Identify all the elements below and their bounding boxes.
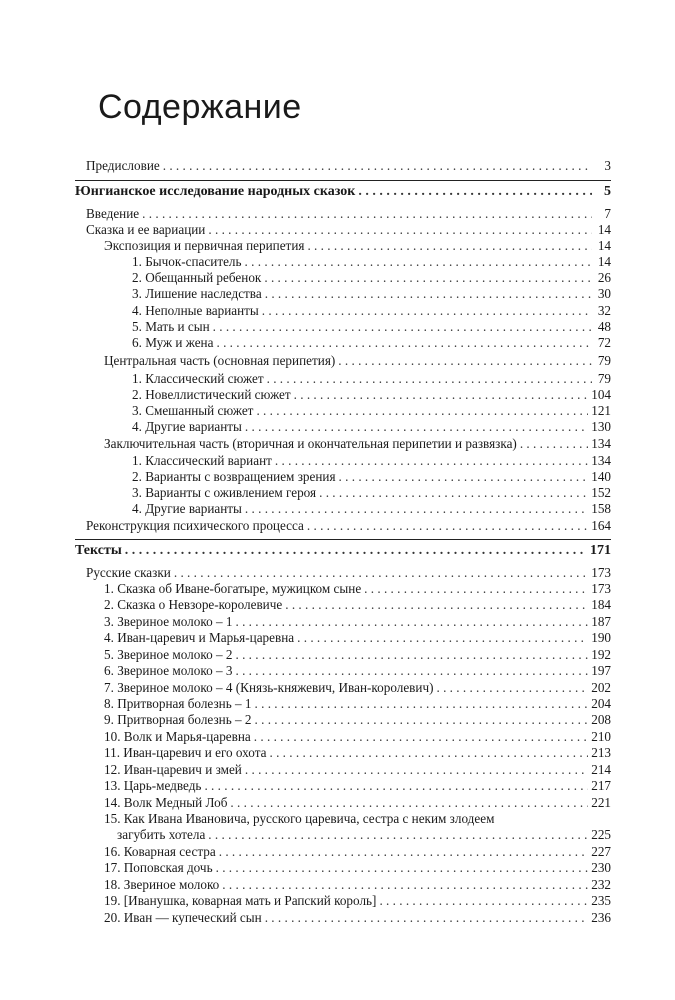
section-divider — [75, 180, 611, 181]
dot-leader — [235, 614, 588, 629]
toc-entry[interactable] — [117, 827, 611, 843]
dot-leader — [235, 647, 588, 662]
toc-entry-page: 130 — [591, 419, 611, 434]
toc-entry-label: 2. Новеллистический сюжет — [132, 387, 291, 402]
toc-entry[interactable] — [132, 387, 611, 403]
toc-entry-label: Введение — [86, 206, 140, 221]
toc-entry-label: 3. Варианты с оживлением героя — [132, 485, 317, 500]
toc-entry[interactable] — [104, 712, 611, 728]
toc-entry-label: 11. Иван-царевич и его охота — [104, 745, 267, 760]
page-title: Содержание — [98, 88, 302, 126]
toc-entry-page: 197 — [591, 663, 611, 678]
dot-leader — [275, 453, 588, 468]
toc-entry[interactable] — [132, 335, 611, 351]
toc-entry-label: Заключительная часть (вторичная и окончательная перипетии и развязка) — [104, 436, 517, 451]
dot-leader — [204, 778, 588, 793]
toc-entry-label: Экспозиция и первичная перипетия — [104, 238, 305, 253]
dot-leader — [364, 581, 588, 596]
toc-entry-label: 8. Притворная болезнь – 1 — [104, 696, 252, 711]
toc-section-texts[interactable] — [75, 543, 611, 559]
toc-entry-label: 4. Другие варианты — [132, 501, 242, 516]
toc-entry[interactable] — [132, 419, 611, 435]
dot-leader — [264, 270, 592, 285]
dot-leader — [245, 762, 588, 777]
toc-entry[interactable] — [132, 254, 611, 270]
toc-entry[interactable] — [132, 371, 611, 387]
toc-entry[interactable] — [86, 206, 611, 222]
dot-leader — [297, 630, 588, 645]
toc-entry-label: 4. Другие варианты — [132, 419, 242, 434]
toc-entry-page: 152 — [591, 485, 611, 500]
dot-leader — [265, 910, 589, 925]
toc-entry-page: 230 — [591, 860, 611, 875]
toc-entry-label: 3. Лишение наследства — [132, 286, 262, 301]
toc-entry-label: Сказка и ее вариации — [86, 222, 206, 237]
toc-entry-label: 10. Волк и Марья-царевна — [104, 729, 251, 744]
toc-entry[interactable] — [104, 647, 611, 663]
toc-entry-label: 6. Звериное молоко – 3 — [104, 663, 233, 678]
toc-entry-label: загубить хотела — [117, 827, 206, 842]
toc-entry-page: 3 — [604, 158, 611, 173]
toc-entry[interactable] — [132, 501, 611, 517]
dot-leader — [208, 222, 592, 237]
dot-leader — [520, 436, 588, 451]
toc-entry-page: 227 — [591, 844, 611, 859]
toc-entry-label: Русские сказки — [86, 565, 171, 580]
toc-entry-page: 79 — [597, 353, 611, 368]
dot-leader — [338, 353, 592, 368]
toc-entry[interactable] — [132, 270, 611, 286]
toc-entry-label: 3. Смешанный сюжет — [132, 403, 254, 418]
dot-leader — [436, 680, 588, 695]
toc-entry-label: 18. Звериное молоко — [104, 877, 220, 892]
dot-leader — [174, 565, 588, 580]
toc-entry-label: 4. Неполные варианты — [132, 303, 259, 318]
toc-entry-page: 202 — [591, 680, 611, 695]
toc-entry[interactable] — [132, 403, 611, 419]
toc-entry[interactable] — [104, 680, 611, 696]
toc-entry-label: 14. Волк Медный Лоб — [104, 795, 228, 810]
toc-entry-page: 5 — [604, 184, 611, 199]
toc-entry-page: 30 — [597, 286, 611, 301]
toc-entry-page: 190 — [591, 630, 611, 645]
dot-leader — [358, 184, 592, 199]
dot-leader — [262, 303, 592, 318]
dot-leader — [213, 319, 592, 334]
dot-leader — [256, 403, 588, 418]
toc-entry-label: 5. Мать и сын — [132, 319, 210, 334]
dot-leader — [222, 877, 588, 892]
toc-entry-page: 236 — [591, 910, 611, 925]
toc-entry-page: 14 — [597, 238, 611, 253]
toc-entry-page: 213 — [591, 745, 611, 760]
dot-leader — [255, 712, 589, 727]
toc-entry-label: 1. Классический сюжет — [132, 371, 264, 386]
toc-entry-page: 173 — [591, 581, 611, 596]
toc-entry[interactable] — [104, 762, 611, 778]
toc-entry-label: 1. Сказка об Иване-богатыре, мужицком сыне — [104, 581, 362, 596]
toc-entry-page: 210 — [591, 729, 611, 744]
dot-leader — [319, 485, 588, 500]
toc-entry-page: 171 — [590, 543, 611, 558]
toc-entry[interactable] — [104, 729, 611, 745]
toc-entry-page: 204 — [591, 696, 611, 711]
toc-entry-label: 4. Иван-царевич и Марья-царевна — [104, 630, 295, 645]
toc-entry-label: 1. Классический вариант — [132, 453, 272, 468]
dot-leader — [219, 844, 589, 859]
toc-entry-label: 20. Иван — купеческий сын — [104, 910, 262, 925]
toc-entry-label: 3. Звериное молоко – 1 — [104, 614, 233, 629]
toc-entry-page: 104 — [591, 387, 611, 402]
toc-entry[interactable] — [104, 614, 611, 630]
dot-leader — [379, 893, 588, 908]
toc-entry-page: 164 — [591, 518, 611, 533]
dot-leader — [230, 795, 588, 810]
toc-entry-label: 2. Обещанный ребенок — [132, 270, 262, 285]
dot-leader — [254, 729, 588, 744]
toc-entry-page: 32 — [597, 303, 611, 318]
dot-leader — [339, 469, 589, 484]
toc-entry-page: 134 — [591, 453, 611, 468]
dot-leader — [245, 254, 592, 269]
toc-entry[interactable] — [132, 286, 611, 302]
toc-entry[interactable] — [132, 469, 611, 485]
toc-entry-label: 1. Бычок-спаситель — [132, 254, 242, 269]
toc-entry[interactable] — [104, 353, 611, 369]
toc-entry[interactable] — [104, 436, 611, 452]
toc-entry-label: 16. Коварная сестра — [104, 844, 216, 859]
toc-entry-label: 6. Муж и жена — [132, 335, 214, 350]
toc-entry[interactable] — [104, 877, 611, 893]
toc-entry-label: 12. Иван-царевич и змей — [104, 762, 242, 777]
toc-entry-label: 2. Сказка о Невзоре-королевиче — [104, 597, 283, 612]
dot-leader — [307, 518, 588, 533]
toc-entry-page: 79 — [597, 371, 611, 386]
toc-entry-label-line1: 15. Как Ивана Ивановича, русского царевича, сестра с неким злодеем — [104, 811, 495, 826]
dot-leader — [245, 501, 588, 516]
dot-leader — [125, 543, 587, 558]
dot-leader — [245, 419, 588, 434]
toc-entry-page: 221 — [591, 795, 611, 810]
dot-leader — [267, 371, 592, 386]
toc-entry-page: 140 — [591, 469, 611, 484]
toc-entry-label: 7. Звериное молоко – 4 (Князь-княжевич, Иван-королевич) — [104, 680, 434, 695]
toc-entry[interactable] — [132, 485, 611, 501]
toc-entry-label: Юнгианское исследование народных сказок — [75, 184, 356, 199]
dot-leader — [255, 696, 589, 711]
toc-entry[interactable] — [104, 238, 611, 254]
toc-entry-page: 192 — [591, 647, 611, 662]
toc-entry-page: 208 — [591, 712, 611, 727]
toc-entry[interactable] — [104, 663, 611, 679]
toc-entry[interactable] — [86, 565, 611, 581]
toc-entry-page: 158 — [591, 501, 611, 516]
dot-leader — [208, 827, 588, 842]
toc-entry[interactable] — [132, 303, 611, 319]
toc-entry-page: 173 — [591, 565, 611, 580]
dot-leader — [294, 387, 589, 402]
toc-entry[interactable] — [104, 844, 611, 860]
toc-entry-page: 48 — [597, 319, 611, 334]
toc-entry-page: 72 — [597, 335, 611, 350]
dot-leader — [307, 238, 592, 253]
toc-entry-page: 14 — [597, 254, 611, 269]
toc-entry[interactable] — [104, 893, 611, 909]
toc-entry-page: 121 — [591, 403, 611, 418]
toc-entry-label: Реконструкция психического процесса — [86, 518, 304, 533]
toc-entry[interactable] — [104, 795, 611, 811]
toc-entry-page: 7 — [604, 206, 611, 221]
toc-entry-page: 235 — [591, 893, 611, 908]
dot-leader — [142, 206, 592, 221]
toc-entry[interactable] — [132, 319, 611, 335]
toc-entry-label: Центральная часть (основная перипетия) — [104, 353, 336, 368]
toc-entry-label: 5. Звериное молоко – 2 — [104, 647, 233, 662]
toc-entry-page: 232 — [591, 877, 611, 892]
toc-entry-page: 187 — [591, 614, 611, 629]
toc-entry-page: 134 — [591, 436, 611, 451]
toc-entry[interactable] — [104, 630, 611, 646]
toc-entry[interactable] — [104, 778, 611, 794]
toc-entry[interactable] — [86, 222, 611, 238]
dot-leader — [265, 286, 592, 301]
toc-entry-page: 184 — [591, 597, 611, 612]
toc-entry-page: 26 — [597, 270, 611, 285]
dot-leader — [216, 860, 589, 875]
dot-leader — [269, 745, 588, 760]
toc-entry[interactable] — [104, 581, 611, 597]
toc-entry-label: 2. Варианты с возвращением зрения — [132, 469, 336, 484]
toc-entry[interactable] — [104, 696, 611, 712]
toc-entry[interactable] — [104, 745, 611, 761]
toc-entry-page: 217 — [591, 778, 611, 793]
toc-entry[interactable] — [104, 910, 611, 926]
dot-leader — [216, 335, 592, 350]
toc-entry[interactable] — [86, 518, 611, 534]
toc-section-jungian-study[interactable] — [75, 184, 611, 200]
toc-entry-label: Тексты — [75, 543, 122, 558]
section-divider — [75, 539, 611, 540]
toc-entry[interactable] — [132, 453, 611, 469]
toc-entry-page: 214 — [591, 762, 611, 777]
toc-entry-preface[interactable] — [86, 158, 611, 174]
toc-entry[interactable] — [104, 597, 611, 613]
toc-entry-label: Предисловие — [86, 158, 160, 173]
toc-entry-label: 17. Поповская дочь — [104, 860, 213, 875]
toc-entry[interactable] — [104, 860, 611, 876]
toc-entry-page: 14 — [597, 222, 611, 237]
toc-entry-label: 13. Царь-медведь — [104, 778, 202, 793]
toc-entry-page: 225 — [591, 827, 611, 842]
toc-entry-label: 9. Притворная болезнь – 2 — [104, 712, 252, 727]
toc-entry-label: 19. [Иванушка, коварная мать и Рапский король] — [104, 893, 377, 908]
dot-leader — [235, 663, 588, 678]
dot-leader — [163, 158, 592, 173]
dot-leader — [285, 597, 588, 612]
